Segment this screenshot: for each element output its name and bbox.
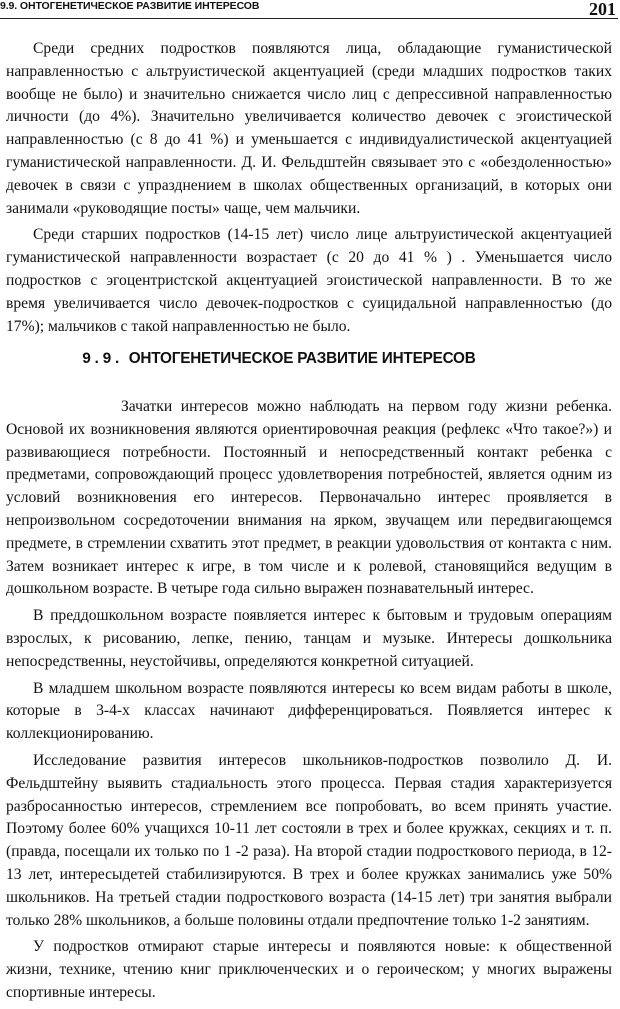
page-number: 201 <box>589 0 616 19</box>
section-title: ОНТОГЕНЕТИЧЕСКОЕ РАЗВИТИЕ ИНТЕРЕСОВ <box>128 350 476 367</box>
section-number: 9.9. <box>82 350 123 368</box>
text-block-before-section <box>6 38 612 342</box>
running-head-title: 9.9. ОНТОГЕНЕТИЧЕСКОЕ РАЗВИТИЕ ИНТЕРЕСОВ <box>0 0 260 12</box>
paragraph-origins-of-interests: Зачатки интересов можно наблюдать на первом году жизни ребенка. Основой их возникновения являются ориентировочная реакция (рефлекс «Что такое?») и развивающиеся потребности. Постоянный и непосредственный контакт ребенка с предметами, сопровождающий процесс удовлетворения потребностей, является одним из условий возникновения его интересов. Первоначально интерес проявляется в непроизвольном сосредоточении внимания на ярком, звучащем или передвигающемся предмете, в стремлении схватить этот предмет, в реакции удовольствия от контакта с ним. Затем возникает интерес к игре, в том числе и к ролевой, становящийся ведущим в дошкольном возрасте. В четыре года сильно выражен познавательный интерес. <box>6 398 612 598</box>
header-divider <box>0 18 618 19</box>
paragraph-junior-school-age: В младшем школьном возрасте появляются интересы ко всем видам работы в школе, которые в 3-4-х классах начинают дифференцироваться. Появляется интерес к коллекционированию. <box>6 679 612 743</box>
paragraph-middle-adolescents: Среди средних подростков появляются лица, обладающие гуманистической направленностью с альтруистической акцентуацией (среди младших подростков таких вообще не было) и значительно снижается число лиц с депрессивной направленностью личности (до 4%). Значительно увеличивается количество девочек с эгоистической направленностью (с 8 до 41 %) и уменьшается с индивидуалистической акцентуацией гуманистической направленности. Д. И. Фельдштейн связывает это с «обездоленностью» девочек в связи с упразднением в школах общественных организаций, в которых они занимали «руководящие посты» чаще, чем мальчики. <box>6 40 612 217</box>
paragraph-preschool-age: В преддошкольном возрасте появляется интерес к бытовым и трудовым операциям взрослых, к рисованию, лепке, пению, танцам и музыке. Интересы дошкольника непосредственны, неустойчивы, определяются конкретной ситуацией. <box>6 607 612 670</box>
paragraph-new-interests: У подростков отмирают старые интересы и появляются новые: к общественной жизни, технике, чтению книг приключенческих и о героическом; у многих выражены спортивные интересы. <box>6 938 612 1001</box>
section-heading <box>82 350 476 368</box>
paragraph-feldstein-study: Исследование развития интересов школьников-подростков позволило Д. И. Фельдштейну выявить стадиальность этого процесса. Первая стадия характеризуется разбросанностью интересов, стремлением все попробовать, во всем принять участие. Поэтому более 60% учащихся 10-11 лет состояли в трех и более кружках, секциях и т. п. (правда, посещали их только по 1 -2 раза). На второй стадии подросткового периода, в 12-13 лет, интересыдетей стабилизируются. В трех и более кружках занимались уже 50% школьников. На третьей стадии подросткового возраста (14-15 лет) три занятия выбрали только 28% школьников, а больше половины отдали предпочтение только 1-2 занятиям. <box>6 751 612 929</box>
text-block-after-section <box>6 396 612 1009</box>
paragraph-older-adolescents: Среди старших подростков (14-15 лет) число лице альтруистической акцентуацией гуманистической направленности возрастает (с 20 до 41 % ) . Уменьшается число подростков с эгоцентристской акцентуацией эгоистической направленности. В то же время увеличивается число девочек-подростков с суицидальной направленностью (до 17%); мальчиков с такой направленностью не было. <box>6 226 612 335</box>
